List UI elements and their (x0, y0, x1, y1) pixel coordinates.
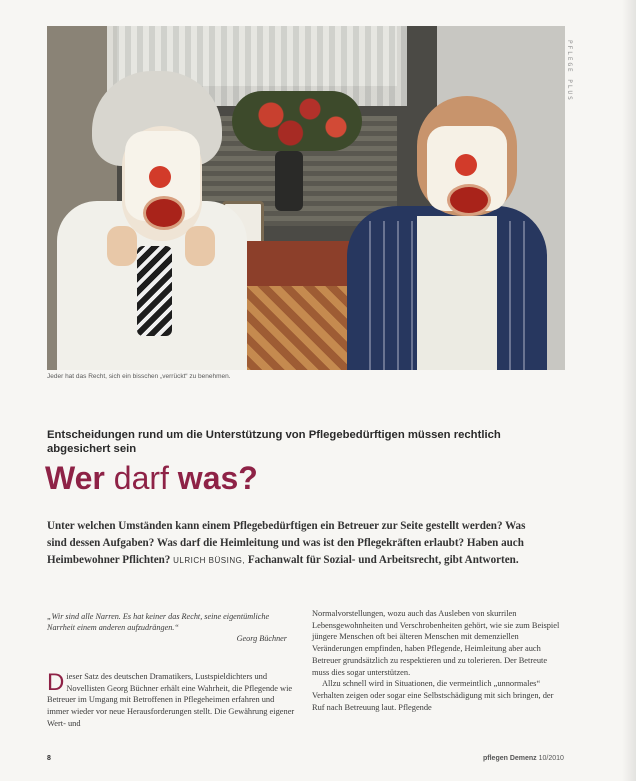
quote-author: Georg Büchner (236, 634, 287, 643)
photo-man-with-clown-mask (347, 96, 565, 370)
page-number: 8 (47, 755, 51, 762)
article-lead: Entscheidungen rund um die Unterstützung von Pflegebedürftigen müssen rechtlich abgesichert sein (47, 429, 501, 455)
magazine-folio (483, 755, 564, 762)
headline-word-1: Wer (45, 460, 105, 496)
intro-text: Unter welchen Umständen kann einem Pflegebedürftigen ein Betreuer zur Seite gestellt werden? Was sind dessen Aufgaben? Was darf die Heimleitung und was ist den Pflegekräften erlaubt? Haben auch Heimbewohner Pflichten? (47, 520, 526, 566)
section-label: PFLEGE PLUS (566, 40, 573, 102)
magazine-name: pflegen Demenz (483, 755, 537, 762)
quote-text: „Wir sind alle Narren. Es hat keiner das Recht, seine eigentümliche Narrheit einem anderen aufzudrängen.“ (47, 612, 270, 632)
body-column-1 (47, 671, 297, 730)
article-intro (47, 518, 547, 569)
body-paragraph: Allzu schnell wird in Situationen, die vermeintlich „unnormales“ Verhalten zeigen oder sogar eine Selbstschädigung mit sich bringen, der Ruf nach Betreuung laut. Pflegende (312, 679, 554, 712)
article-headline (45, 461, 258, 495)
body-column-2 (312, 608, 562, 713)
intro-author-role: Fachanwalt für Sozial- und Arbeitsrecht, gibt Antworten. (247, 554, 519, 566)
drop-cap: D (47, 669, 65, 696)
photo-caption: Jeder hat das Recht, sich ein bisschen „verrückt“ zu benehmen. (47, 373, 231, 380)
magazine-issue: 10/2010 (538, 755, 564, 762)
photo-vase (275, 151, 303, 211)
intro-author: ULRICH BÜSING, (173, 556, 246, 565)
headline-word-3: was? (177, 460, 258, 496)
epigraph-quote (47, 611, 287, 644)
body-paragraph: ieser Satz des deutschen Dramatikers, Lustspieldichters und Novellisten Georg Büchner erhält eine Wahrheit, die Pflegende wie Betreuer im Umgang mit Betroffenen in Pflegeheimen erfahren und immer wieder vor neue Herausforderungen stellt. Die Gewährung eigener Wert- und (47, 672, 295, 728)
body-paragraph: Normalvorstellungen, wozu auch das Ausleben von skurrilen Lebensgewohnheiten und Verschrobenheiten gehört, wie sie zum Beispiel jüngere Menschen oft bei älteren Menschen mit demenziellen Veränderungen empfinden, haben Pflegende, Heimleitung aber auch Betreuer grundsätzlich zu respektieren und zu tolerieren. Der Betreute muss dies sogar unterstützen. (312, 609, 560, 677)
page-edge-shadow (622, 0, 636, 781)
photo-flowers (232, 91, 362, 151)
article-photo (47, 26, 565, 370)
photo-woman-with-clown-mask (47, 71, 247, 370)
headline-word-2: darf (113, 460, 169, 496)
